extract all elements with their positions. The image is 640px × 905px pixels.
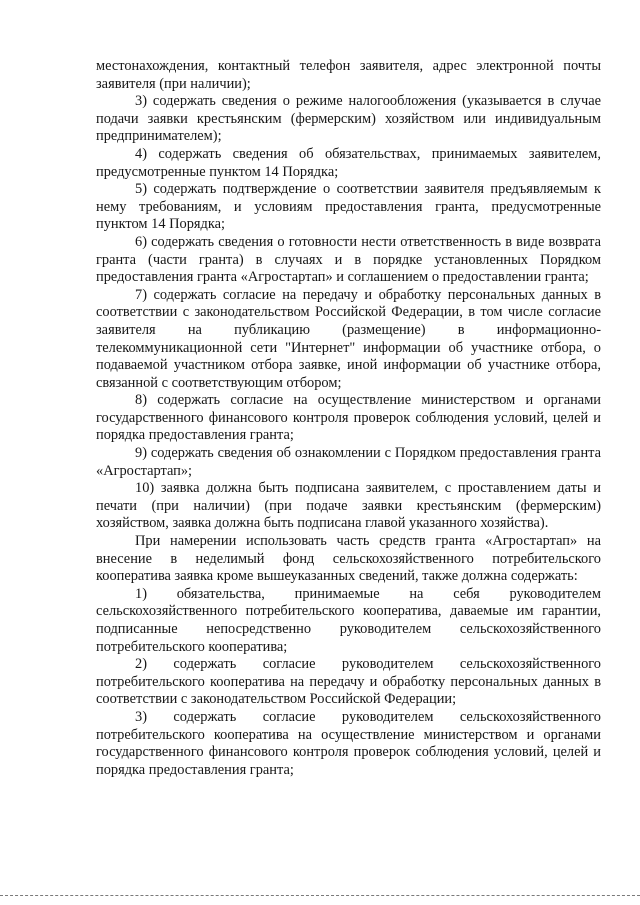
paragraph-item-9: 9) содержать сведения об ознакомлении с Порядком предоставления гранта «Агростартап»; [96, 445, 601, 479]
paragraph-item-8: 8) содержать согласие на осуществление министерством и органами государственного финансового контроля проверок соблюдения условий, целей и порядка предоставления гранта; [96, 392, 601, 444]
paragraph-item-3: 3) содержать сведения о режиме налогообложения (указывается в случае подачи заявки крестьянским (фермерским) хозяйством или индивидуальным предпринимателем); [96, 93, 601, 145]
paragraph-coop-item-1: 1) обязательства, принимаемые на себя руководителем сельскохозяйственного потребительского кооператива, даваемые им гарантии, подписанные непосредственно руководителем сельскохозяйственного потребительского кооператива; [96, 585, 601, 655]
paragraph-cooperative-intro: При намерении использовать часть средств гранта «Агростартап» на внесение в неделимый фонд сельскохозяйственного потребительского кооператива заявка кроме вышеуказанных сведений, также должна содержать: [96, 533, 601, 585]
paragraph-continuation: местонахождения, контактный телефон заявителя, адрес электронной почты заявителя (при наличии); [96, 58, 601, 92]
document-body [96, 58, 601, 779]
paragraph-item-6: 6) содержать сведения о готовности нести ответственность в виде возврата гранта (части гранта) в случаях и в порядке установленных Порядком предоставления гранта «Агростартап» и соглашением о предоставлении гранта; [96, 233, 601, 286]
paragraph-coop-item-2: 2) содержать согласие руководителем сельскохозяйственного потребительского кооператива на передачу и обработку персональных данных в соответствии с законодательством Российской Федерации; [96, 656, 601, 708]
page-bottom-divider [0, 895, 640, 896]
paragraph-item-7: 7) содержать согласие на передачу и обработку персональных данных в соответствии с законодательством Российской Федерации, в том числе согласие заявителя на публикацию (размещение) в информационно-телекоммуникационной сети "Интернет" информации об участнике отбора, о подаваемой участником отбора заявке, иной информации об участнике отбора, связанной с соответствующим отбором; [96, 286, 601, 391]
paragraph-item-10: 10) заявка должна быть подписана заявителем, с проставлением даты и печати (при наличии) (при подаче заявки крестьянским (фермерским) хозяйством, заявка должна быть подписана главой указанного хозяйства). [96, 480, 601, 532]
paragraph-coop-item-3: 3) содержать согласие руководителем сельскохозяйственного потребительского кооператива на осуществление министерством и органами государственного финансового контроля проверок соблюдения условий, целей и порядка предоставления гранта; [96, 708, 601, 778]
paragraph-item-4: 4) содержать сведения об обязательствах, принимаемых заявителем, предусмотренные пунктом 14 Порядка; [96, 145, 601, 180]
paragraph-item-5: 5) содержать подтверждение о соответствии заявителя предъявляемым к нему требованиям, и условиям предоставления гранта, предусмотренные пунктом 14 Порядка; [96, 181, 601, 233]
